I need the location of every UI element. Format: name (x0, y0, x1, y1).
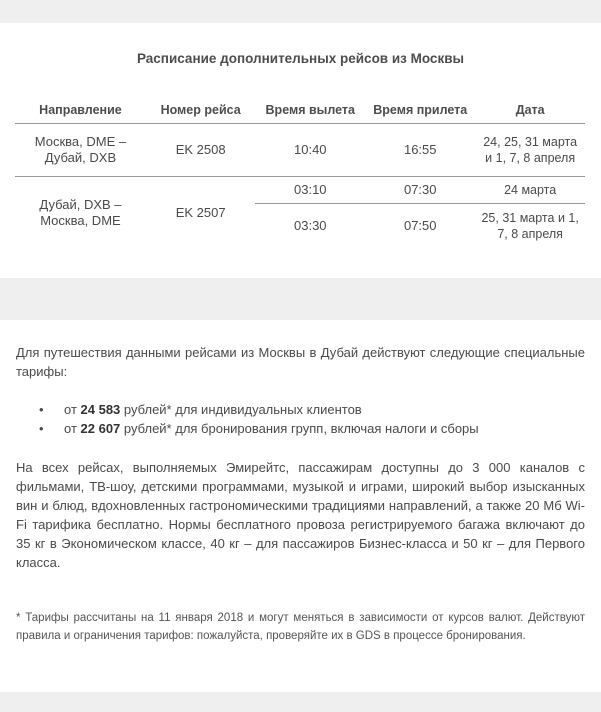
header-direction: Направление (15, 97, 146, 124)
list-item (16, 419, 585, 438)
tariff-prefix: от (64, 402, 81, 417)
tariff-suffix: рублей* для индивидуальных клиентов (120, 402, 362, 417)
tariff-amount: 24 583 (80, 402, 121, 417)
cell-arrival: 16:55 (365, 124, 475, 177)
cell-flight: EK 2508 (146, 124, 255, 177)
tariff-prefix: от (64, 421, 81, 436)
header-date: Дата (475, 97, 585, 124)
header-flight: Номер рейса (146, 97, 255, 124)
schedule-table (15, 97, 585, 248)
tariff-suffix: рублей* для бронирования групп, включая налоги и сборы (120, 421, 479, 436)
schedule-card (0, 23, 601, 278)
cell-arrival: 07:30 (365, 177, 475, 204)
table-row (15, 177, 585, 204)
header-departure: Время вылета (255, 97, 365, 124)
bullet-icon: • (39, 402, 44, 417)
cell-direction: Дубай, DXB – Москва, DME (39, 196, 122, 228)
services-paragraph: На всех рейсах, выполняемых Эмирейтс, пассажирам доступны до 3 000 каналов с фильмами, ТВ-шоу, детскими программами, музыкой и играми, широкий выбор изысканных вин и блюд, вдохновленных гастрономическими традициями направлений, а также 20 Мб Wi-Fi тарифика бесплатно. Нормы бесплатного провоза регистрируемого багажа включают до 35 кг в Экономическом классе, 40 кг – для пассажиров Бизнес-класса и 50 кг – для Первого класса. (16, 460, 585, 570)
cell-departure: 03:30 (294, 218, 327, 233)
header-arrival: Время прилета (365, 97, 475, 124)
cell-flight: EK 2507 (175, 204, 226, 220)
tariff-amount: 22 607 (80, 421, 121, 436)
cell-date: 24, 25, 31 марта и 1, 7, 8 апреля (475, 124, 585, 177)
cell-departure: 10:40 (255, 124, 365, 177)
intro-paragraph: Для путешествия данными рейсами из Москвы в Дубай действуют следующие специальные тарифы: (16, 345, 585, 379)
cell-departure: 03:10 (255, 177, 365, 204)
bullet-icon: • (39, 421, 44, 436)
cell-arrival: 07:50 (403, 218, 437, 233)
list-item (16, 400, 585, 419)
cell-direction: Москва, DME – Дубай, DXB (15, 124, 146, 177)
table-row (15, 124, 585, 177)
cell-date: 24 марта (475, 177, 585, 204)
table-header-row (15, 97, 585, 124)
cell-date: 25, 31 марта и 1, 7, 8 апреля (481, 211, 579, 241)
footnote: * Тарифы рассчитаны на 11 января 2018 и могут меняться в зависимости от курсов валют. Действуют правила и ограничения тарифов: пожалуйста, проверяйте их в GDS в процессе бронирования. (16, 612, 585, 642)
info-card (0, 320, 601, 692)
tariff-list (16, 400, 585, 438)
schedule-title: Расписание дополнительных рейсов из Москвы (136, 51, 465, 66)
